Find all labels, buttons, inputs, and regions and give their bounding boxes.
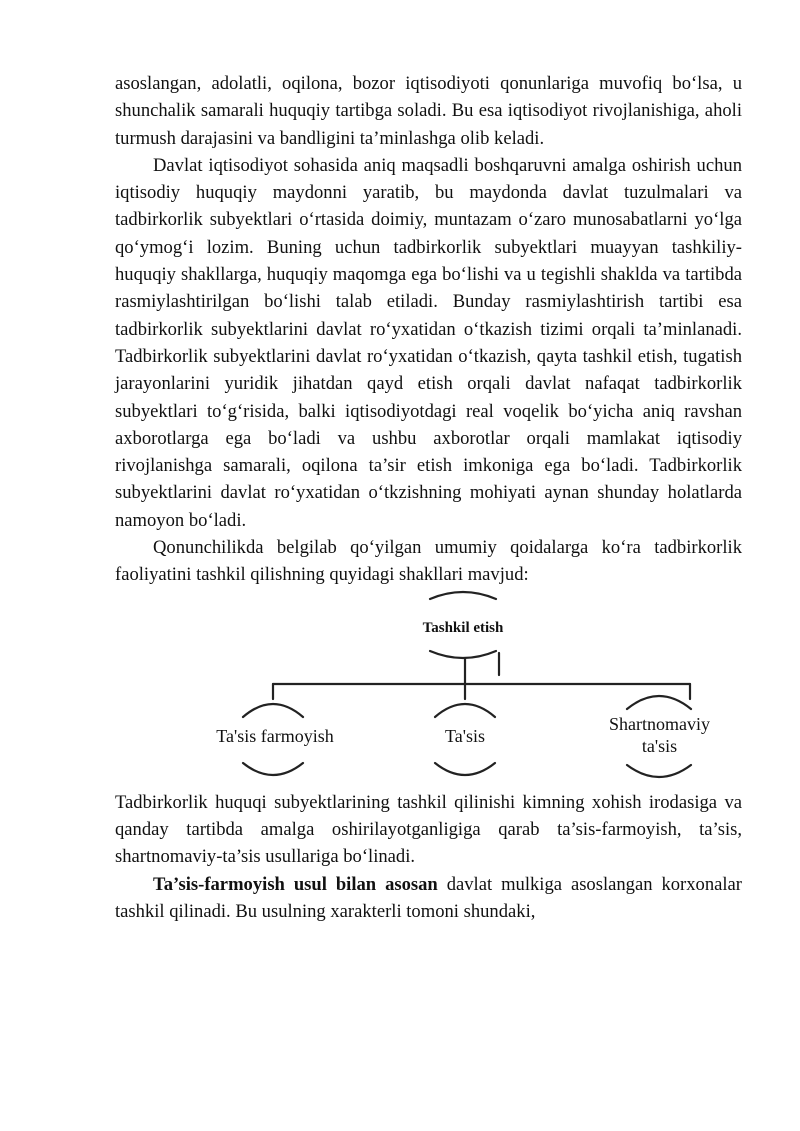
leaf1-bottom-arc [243,763,303,775]
leaf1-top-arc [243,704,303,717]
diagram-leaf-shartnomaviy-tasis [577,713,742,757]
root-bottom-arc [430,651,496,658]
diagram-leaf-tasis-farmoyish: Ta'sis farmoyish [216,725,334,746]
paragraph-1: asoslangan, adolatli, oqilona, bozor iqtisodiyoti qonunlariga muvofiq bo‘lsa, u shunchalik samarali huquqiy tartibga soladi. Bu esa iqtisodiyot rivojlanishiga, aholi turmush darajasini va bandligini ta’minlashga olib keladi. [115,73,742,149]
diagram-root-label: Tashkil etish [422,619,504,636]
paragraph-5-bold: Ta’sis-farmoyish usul bilan asosan [153,873,438,895]
leaf2-top-arc [435,704,495,717]
diagram-leaf-tasis: Ta'sis [445,725,485,746]
leaf3-bottom-arc [627,765,691,777]
document-page [115,70,742,925]
paragraph-5-rest: davlat mulkiga asoslangan korxonalar tashkil qilinadi. Bu usulning xarakterli tomoni shundaki, [115,873,742,922]
leaf3-line2: ta'sis [641,735,678,756]
root-top-arc [430,592,496,599]
leaf3-line1: Shartnomaviy [609,713,710,734]
leaf2-bottom-arc [435,763,495,775]
paragraph-3: Qonunchilikda belgilab qo‘yilgan umumiy qoidalarga ko‘ra tadbirkorlik faoliyatini tashkil qilishning quyidagi shakllari mavjud: [115,537,742,586]
leaf3-top-arc [627,696,691,709]
paragraph-4: Tadbirkorlik huquqi subyektlarining tashkil qilinishi kimning xohish irodasiga va qanday tartibda amalga oshirilayotganligiga qarab ta’sis-farmoyish, ta’sis, shartnomaviy-ta’sis usullariga bo‘linadi. [115,791,742,868]
paragraph-5 [115,871,742,926]
paragraph-2: Davlat iqtisodiyot sohasida aniq maqsadli boshqaruvni amalga oshirish uchun iqtisodiy huquqiy maydonni yaratib, bu maydonda davlat tuzulmalari va tadbirkorlik subyektlari o‘rtasida doimiy, muntazam o‘zaro munosabatlarni yo‘lga qo‘ymog‘i lozim. Buning uchun tadbirkorlik subyektlari muayyan tashkiliy-huquqiy shakllarga, huquqiy maqomga ega bo‘lishi va u tegishli shaklda va tartibda rasmiylashtirilgan bo‘lishi talab etiladi. Bunday rasmiylashtirish tartibi esa tadbirkorlik subyektlarini davlat ro‘yxatidan o‘tkazish tizimi orqali ta’minlanadi. Tadbirkorlik subyektlarini davlat ro‘yxatidan o‘tkazish, qayta tashkil etish, tugatish jarayonlarini yuridik jihatdan qayd etish orqali davlat nafaqat tadbirkorlik subyektlari to‘g‘risida, balki iqtisodiyotdagi real voqelik bo‘yicha aniq ravshan axborotlarga ega bo‘ladi va ushbu axborotlar orqali mamlakat iqtisodiy rivojlanishga samarali, oqilona ta’sir etish imkoniga ega bo‘ladi. Tadbirkorlik subyektlarini davlat ro‘yxatidan o‘tkzishning mohiyati aynan shunday holatlarda namoyon bo‘ladi. [115,154,742,531]
organization-forms-diagram [115,589,742,789]
